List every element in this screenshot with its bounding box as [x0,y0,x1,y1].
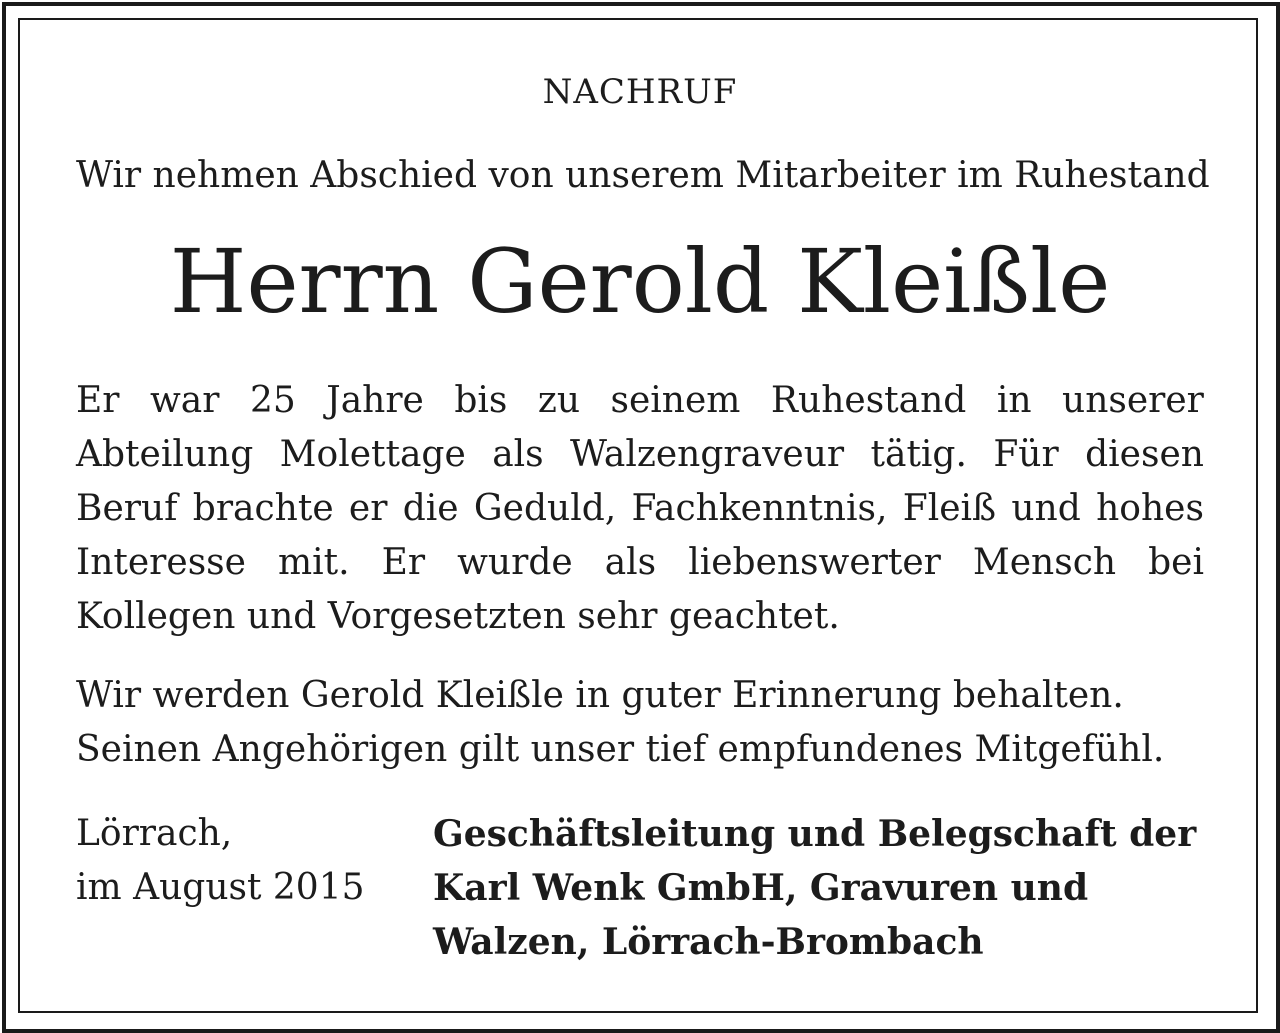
word: Für [993,434,1059,475]
paragraph-line: Seinen Angehörigen gilt unser tief empfundenes Mitgefühl. [76,729,1165,770]
word: Fleiß [902,488,997,529]
word: war [149,380,220,421]
word: Er [76,380,120,421]
word: hohes [1096,488,1204,529]
paragraph-line [76,374,1204,428]
sender-line: Geschäftsleitung und Belegschaft der [433,813,1197,855]
word: zu [537,380,581,421]
deceased-name: Herrn Gerold Kleißle [169,230,1111,333]
word: er [348,488,388,529]
sender-line: Walzen, Lörrach-Brombach [433,921,984,963]
place-and-date [76,807,365,915]
paragraph-line [76,428,1204,482]
word: Mensch [972,542,1117,583]
word: bei [1148,542,1204,583]
word: Molettage [279,434,466,475]
word: seinem [610,380,741,421]
word: Abteilung [76,434,254,475]
word: Interesse [76,542,246,583]
word: Jahre [326,380,424,421]
word: die [402,488,459,529]
paragraph-line: Wir werden Gerold Kleißle in guter Erinnerung behalten. [76,675,1124,716]
place: Lörrach, [76,813,233,854]
paragraph-line [76,536,1204,590]
word: und [1011,488,1081,529]
word: Beruf [76,488,178,529]
date: im August 2015 [76,867,365,908]
paragraph-last-line: Kollegen und Vorgesetzten sehr geachtet. [76,596,840,637]
word: als [604,542,657,583]
word: tätig. [870,434,967,475]
word: als [492,434,544,475]
word: bis [454,380,508,421]
word: mit. [277,542,350,583]
paragraph-line [76,482,1204,536]
condolence-paragraph [76,669,1204,777]
sender-line: Karl Wenk GmbH, Gravuren und [433,867,1089,909]
word: Geduld, [473,488,617,529]
signature-block [76,807,1204,977]
notice-heading: NACHRUF [542,72,738,112]
word: brachte [192,488,334,529]
word: Ruhestand [770,380,967,421]
word: liebenswerter [688,542,941,583]
word: wurde [457,542,573,583]
word: Walzengraveur [570,434,845,475]
word: Er [381,542,426,583]
word: unserer [1062,380,1204,421]
tribute-paragraph [76,374,1204,644]
sender [433,807,1196,969]
word: in [996,380,1032,421]
word: Fachkenntnis, [631,488,888,529]
word: diesen [1085,434,1204,475]
word: 25 [249,380,296,421]
notice-subtitle: Wir nehmen Abschied von unserem Mitarbeiter im Ruhestand [76,155,1210,196]
